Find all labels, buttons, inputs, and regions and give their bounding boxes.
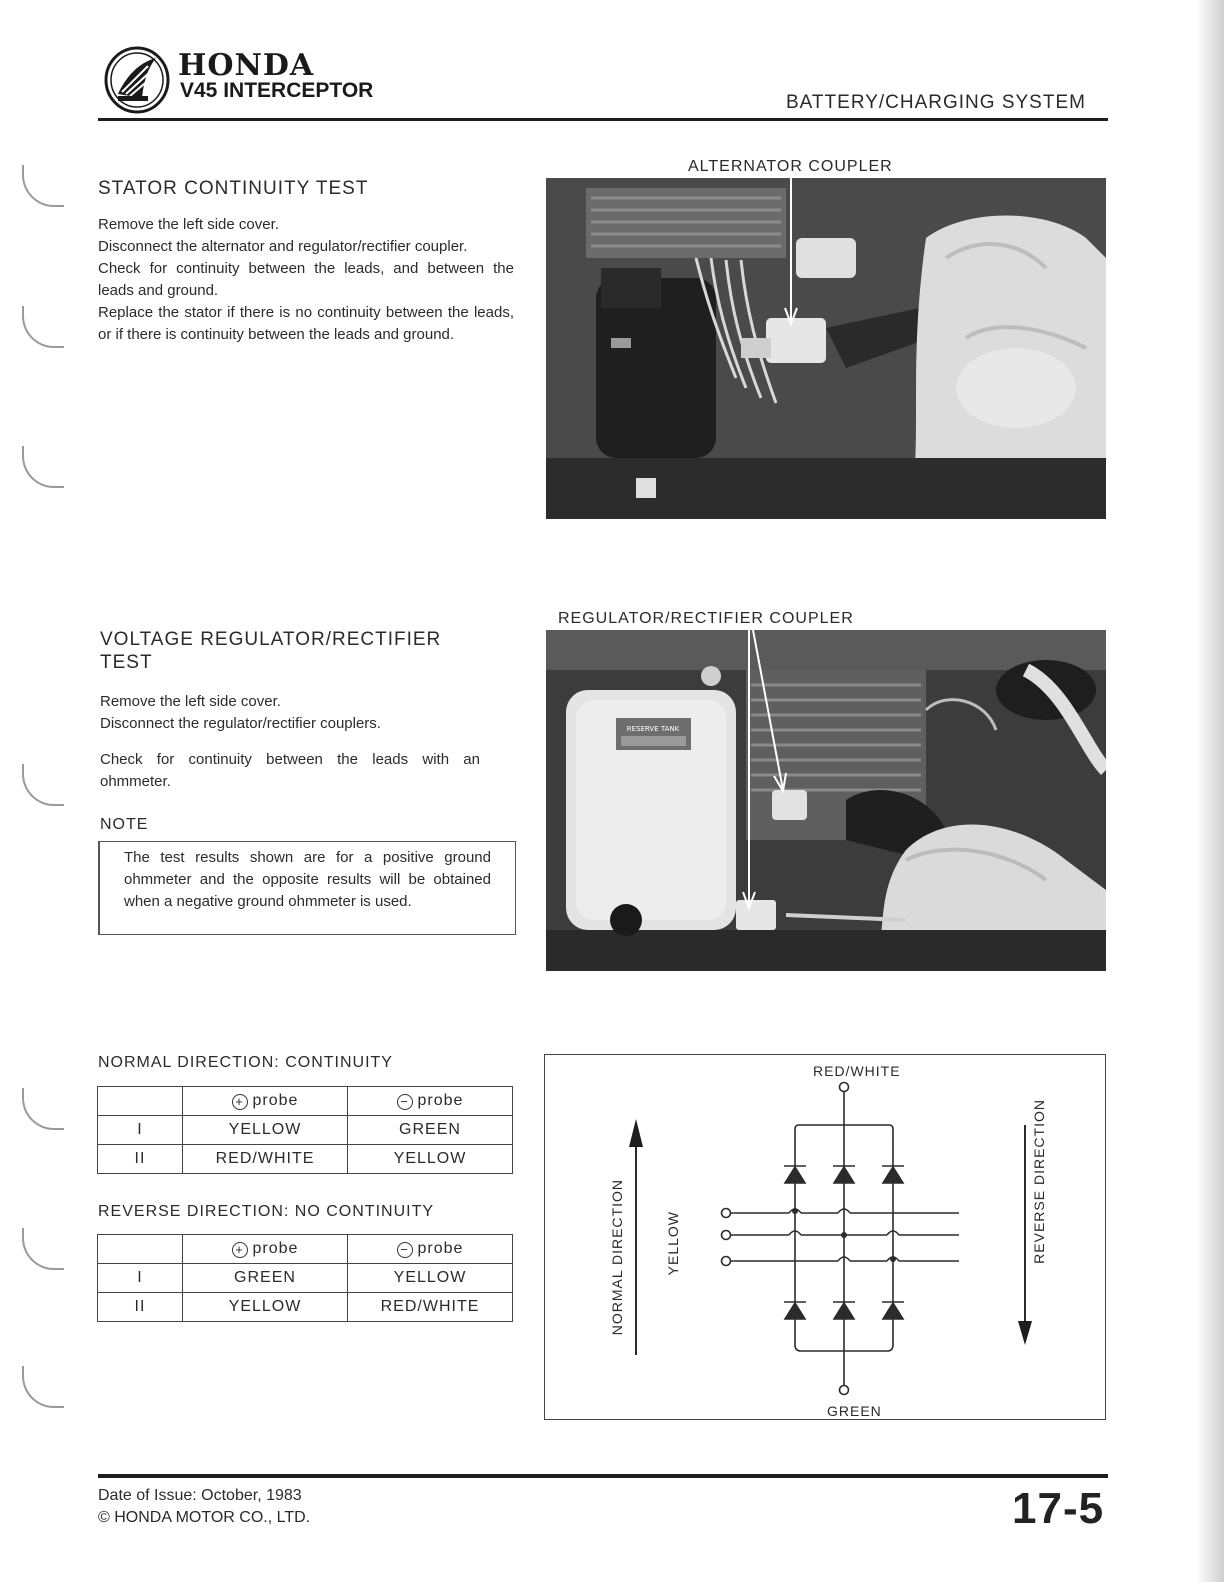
header-rule bbox=[98, 118, 1108, 121]
table-header-row bbox=[98, 1235, 513, 1264]
green-terminal-label: GREEN bbox=[827, 1403, 882, 1419]
rectifier-circuit-diagram bbox=[544, 1054, 1106, 1420]
header-label: probe bbox=[417, 1240, 464, 1257]
page-number: 17-5 bbox=[1012, 1484, 1105, 1533]
table-row bbox=[98, 1264, 513, 1293]
plus-circle-icon: + bbox=[232, 1094, 248, 1110]
table-corner-cell bbox=[98, 1235, 183, 1264]
table-cell: I bbox=[98, 1116, 183, 1145]
stator-test-heading: STATOR CONTINUITY TEST bbox=[98, 178, 369, 199]
minus-circle-icon: − bbox=[397, 1094, 413, 1110]
ohmmeter-instruction bbox=[100, 749, 480, 793]
normal-direction-title: NORMAL DIRECTION: CONTINUITY bbox=[98, 1054, 393, 1071]
table-cell: II bbox=[98, 1293, 183, 1322]
footer-rule bbox=[98, 1474, 1108, 1478]
binder-mark bbox=[22, 446, 64, 488]
alternator-coupler-caption: ALTERNATOR COUPLER bbox=[684, 158, 897, 176]
table-cell: I bbox=[98, 1264, 183, 1293]
yellow-leads-label: YELLOW bbox=[665, 1211, 681, 1276]
section-title: BATTERY/CHARGING SYSTEM bbox=[786, 92, 1086, 113]
table-cell: II bbox=[98, 1145, 183, 1174]
reverse-direction-title: REVERSE DIRECTION: NO CONTINUITY bbox=[98, 1203, 435, 1220]
regulator-test-heading bbox=[100, 628, 441, 674]
note-box bbox=[98, 841, 516, 935]
instruction-line: Remove the left side cover. bbox=[98, 216, 279, 233]
table-cell: RED/WHITE bbox=[183, 1145, 348, 1174]
instruction-line: Check for continuity between the leads with an ohmmeter. bbox=[100, 751, 480, 790]
normal-direction-table bbox=[97, 1086, 513, 1174]
binder-mark bbox=[22, 1088, 64, 1130]
table-cell: YELLOW bbox=[348, 1264, 513, 1293]
reverse-direction-label: REVERSE DIRECTION bbox=[1031, 1099, 1047, 1264]
stator-test-instructions bbox=[98, 214, 514, 346]
table-corner-cell bbox=[98, 1087, 183, 1116]
binder-mark bbox=[22, 1366, 64, 1408]
plus-circle-icon: + bbox=[232, 1242, 248, 1258]
red-white-terminal-label: RED/WHITE bbox=[813, 1063, 901, 1079]
reverse-direction-table bbox=[97, 1234, 513, 1322]
negative-probe-header bbox=[348, 1235, 513, 1264]
rectifier-schematic bbox=[545, 1055, 1105, 1419]
negative-probe-header bbox=[348, 1087, 513, 1116]
brand-name: HONDA bbox=[178, 48, 315, 83]
table-cell: GREEN bbox=[183, 1264, 348, 1293]
heading-line: VOLTAGE REGULATOR/RECTIFIER bbox=[100, 629, 442, 650]
regulator-coupler-caption: REGULATOR/RECTIFIER COUPLER bbox=[554, 610, 858, 628]
instruction-line: Disconnect the alternator and regulator/rectifier coupler. bbox=[98, 238, 468, 255]
table-row bbox=[98, 1116, 513, 1145]
binder-mark bbox=[22, 764, 64, 806]
instruction-line: Disconnect the regulator/rectifier couplers. bbox=[100, 715, 381, 732]
regulator-test-instructions bbox=[100, 691, 516, 735]
table-cell: GREEN bbox=[348, 1116, 513, 1145]
table-cell: YELLOW bbox=[183, 1116, 348, 1145]
header-label: probe bbox=[252, 1240, 299, 1257]
table-row bbox=[98, 1293, 513, 1322]
normal-direction-label: NORMAL DIRECTION bbox=[609, 1179, 625, 1336]
instruction-line: Replace the stator if there is no continuity between the leads, or if there is continuity between the leads and ground. bbox=[98, 304, 514, 343]
table-header-row bbox=[98, 1087, 513, 1116]
heading-line: TEST bbox=[100, 652, 153, 673]
page-edge-shadow bbox=[1196, 0, 1224, 1582]
table-cell: YELLOW bbox=[183, 1293, 348, 1322]
copyright: © HONDA MOTOR CO., LTD. bbox=[98, 1509, 311, 1526]
issue-date: Date of Issue: October, 1983 bbox=[98, 1487, 302, 1504]
table-cell: YELLOW bbox=[348, 1145, 513, 1174]
positive-probe-header bbox=[183, 1087, 348, 1116]
note-label: NOTE bbox=[100, 816, 149, 833]
regulator-coupler-photo bbox=[546, 630, 1106, 971]
header-label: probe bbox=[417, 1092, 464, 1109]
table-cell: RED/WHITE bbox=[348, 1293, 513, 1322]
instruction-line: Remove the left side cover. bbox=[100, 693, 281, 710]
binder-mark bbox=[22, 165, 64, 207]
note-text: The test results shown are for a positive ground ohmmeter and the opposite results will be obtained when a negative ground ohmmeter is used. bbox=[124, 849, 491, 910]
positive-probe-header bbox=[183, 1235, 348, 1264]
instruction-line: Check for continuity between the leads, and between the leads and ground. bbox=[98, 260, 514, 299]
honda-wing-logo bbox=[104, 46, 170, 114]
alternator-coupler-photo bbox=[546, 178, 1106, 519]
table-row bbox=[98, 1145, 513, 1174]
binder-mark bbox=[22, 306, 64, 348]
reserve-tank-label: RESERVE TANK bbox=[626, 725, 680, 733]
model-name: V45 INTERCEPTOR bbox=[180, 79, 374, 102]
minus-circle-icon: − bbox=[397, 1242, 413, 1258]
binder-mark bbox=[22, 1228, 64, 1270]
header-label: probe bbox=[252, 1092, 299, 1109]
